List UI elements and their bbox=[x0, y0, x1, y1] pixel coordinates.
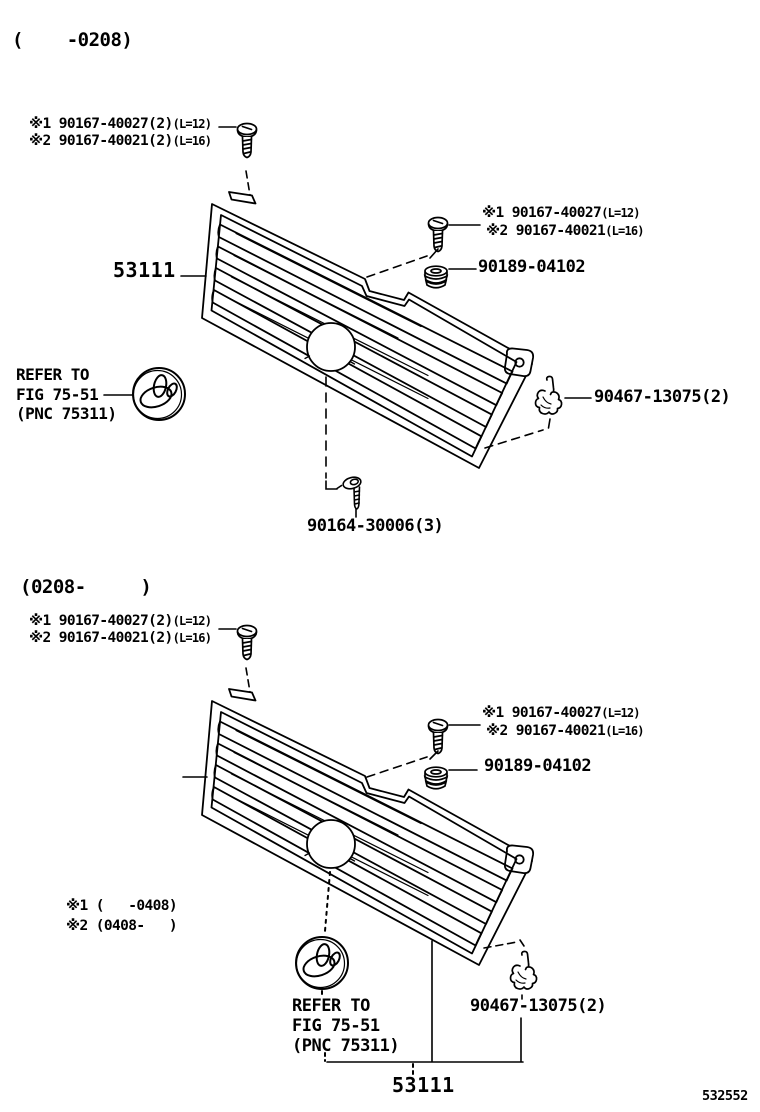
date-note-line: ※2 (0408- ) bbox=[66, 917, 178, 934]
length-spec: (L=16) bbox=[605, 724, 644, 738]
refer-line: REFER TO bbox=[16, 365, 90, 384]
figure-code: 532552 bbox=[702, 1088, 748, 1104]
section1-date-range: ( -0208) bbox=[12, 29, 133, 51]
retainer-clip-icon bbox=[536, 376, 562, 414]
length-spec: (L=12) bbox=[172, 117, 212, 131]
refer-line: REFER TO bbox=[292, 996, 370, 1016]
dashed-leader bbox=[430, 249, 438, 258]
part-number: ※2 90167-40021 bbox=[486, 723, 606, 739]
dashed-leader bbox=[549, 419, 551, 428]
tapping-screw-icon bbox=[429, 720, 448, 754]
dashed-leader bbox=[430, 751, 438, 759]
refer-line: FIG 75-51 bbox=[292, 1016, 380, 1036]
part-number: ※1 90167-40027(2) bbox=[29, 613, 173, 629]
bolt-note-line2 bbox=[29, 631, 211, 646]
applicability-date-note bbox=[66, 897, 177, 936]
length-spec: (L=12) bbox=[172, 614, 212, 628]
grille-part-number: 53111 bbox=[113, 258, 176, 282]
date-note-line: ※1 ( -0408) bbox=[66, 898, 178, 914]
dashed-leader bbox=[246, 171, 250, 195]
machine-screw-icon bbox=[337, 475, 362, 509]
bolt-note-right-line2 bbox=[486, 224, 644, 239]
screw-grommet-icon bbox=[425, 266, 447, 288]
part-number: ※2 90167-40021 bbox=[486, 223, 606, 239]
part-number: ※2 90167-40021(2) bbox=[29, 630, 173, 646]
emblem-reference-note bbox=[16, 365, 116, 424]
toyota-emblem-icon bbox=[133, 368, 185, 420]
bolt-note-line2 bbox=[29, 134, 211, 149]
grille-part-number: 53111 bbox=[392, 1073, 455, 1097]
length-spec: (L=16) bbox=[172, 134, 212, 148]
clip-part-number: 90467-13075(2) bbox=[470, 996, 607, 1016]
part-number: ※1 90167-40027 bbox=[482, 205, 602, 221]
grommet-part-number: 90189-04102 bbox=[484, 756, 592, 776]
bolt-note-line1 bbox=[29, 117, 211, 132]
refer-line: (PNC 75311) bbox=[16, 404, 117, 423]
tapping-screw-icon bbox=[238, 124, 257, 158]
dashed-leader bbox=[367, 256, 427, 277]
part-number: ※1 90167-40027 bbox=[482, 705, 602, 721]
retainer-clip-icon bbox=[511, 951, 537, 989]
section2-date-range: (0208- ) bbox=[20, 576, 152, 598]
length-spec: (L=16) bbox=[172, 631, 212, 645]
screw-grommet-icon bbox=[425, 767, 447, 789]
grille-drawing bbox=[202, 689, 533, 965]
bolt-note-right-line1 bbox=[482, 706, 640, 721]
length-spec: (L=16) bbox=[605, 224, 644, 238]
bolt-note-right-line1 bbox=[482, 206, 640, 221]
toyota-emblem-icon bbox=[296, 937, 348, 989]
grommet-part-number: 90189-04102 bbox=[478, 257, 586, 277]
emblem-reference-note bbox=[292, 996, 399, 1056]
dashed-leader bbox=[326, 481, 337, 489]
dashed-leader bbox=[367, 757, 427, 777]
length-spec: (L=12) bbox=[601, 706, 640, 720]
length-spec: (L=12) bbox=[601, 206, 640, 220]
bolt-note-line1 bbox=[29, 614, 211, 629]
tapping-screw-icon bbox=[238, 626, 257, 660]
grille-drawing bbox=[202, 192, 533, 468]
dashed-leader bbox=[246, 668, 250, 692]
refer-line: FIG 75-51 bbox=[16, 384, 99, 404]
section1-drawing bbox=[104, 124, 591, 518]
dashed-leader bbox=[520, 940, 524, 946]
screw-part-number: 90164-30006(3) bbox=[307, 516, 444, 536]
part-number: ※1 90167-40027(2) bbox=[29, 116, 173, 132]
clip-part-number: 90467-13075(2) bbox=[594, 387, 731, 407]
refer-line: (PNC 75311) bbox=[292, 1036, 400, 1056]
part-number: ※2 90167-40021(2) bbox=[29, 133, 173, 149]
tapping-screw-icon bbox=[429, 218, 448, 252]
bolt-note-right-line2 bbox=[486, 724, 644, 739]
